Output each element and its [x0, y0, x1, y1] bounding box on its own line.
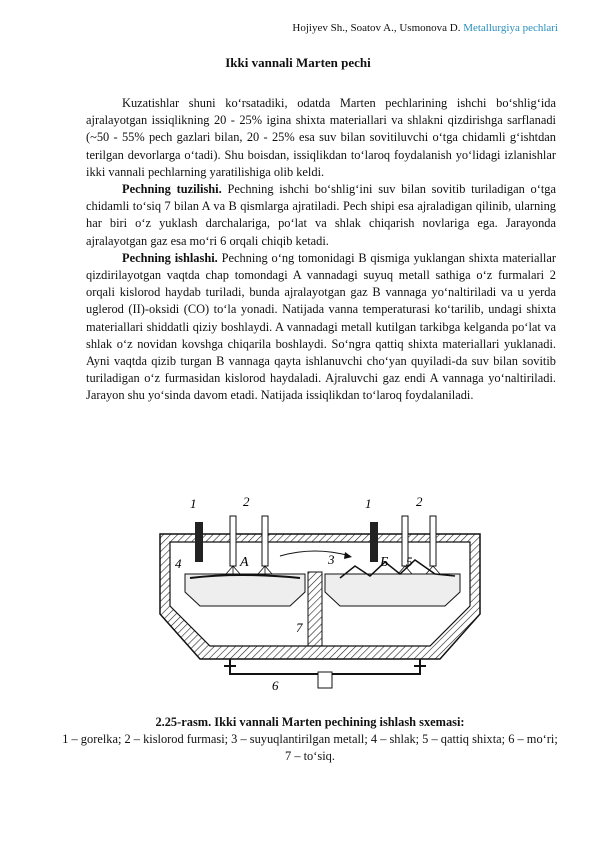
header-authors: Hojiyev Sh., Soatov A., Usmonova D.: [292, 22, 461, 34]
label-a: A: [240, 555, 249, 570]
label-2: 2: [416, 494, 423, 509]
label-3: 3: [328, 552, 335, 567]
label-2: 2: [243, 494, 250, 509]
chimney-connection: [318, 672, 332, 688]
bath-a: [185, 574, 305, 606]
burner-1-left: [195, 522, 203, 562]
label-5: 5: [406, 554, 413, 569]
paragraph-text: Pechning ishchi bo‘shlig‘ini suv bilan sovitib turiladigan o‘tga chidamli to‘siq 7 bilan A va B qismlarga ajratiladi. Pech shipi esa ajraladigan qilinib, ularning har biri o‘z yuklash darchalariga, po‘lat va shlak chiqarish novlariga ega. Jarayonda ajralayotgan gaz esa mo‘ri 6 orqali chiqib ketadi.: [86, 182, 556, 248]
body-text: [86, 95, 556, 405]
paragraph-text: Pechning o‘ng tomonidagi B qismiga yuklangan shixta materiallar qizdirilayotgan vaqtda chap tomondagi A vannadagi suyuq metall sathiga o‘z furmalari 2 orqali kislorod haydab turiladi, bunda ajralayotgan gaz B vannaga yo‘naltiriladi va u yerda uglerod (II)-oksidi (CO) to‘la yonadi. Natijada vanna temperaturasi ko‘tarilib, undagi shixta materiallari shiddatli qiziy boshlaydi. A vannadagi metall kutilgan tarkibga kelganda po‘lat va shlak o‘z novidan kovshga chiqarila boshlaydi. So‘ngra qattiq shixta materiallari yuklanadi. Ayni vaqtda qizib turgan B vannaga qayta ishlanuvchi cho‘yan quyiladi-da suv bilan sovitib turiladigan o‘z furmasidan kislorod haydaladi. Ajraluvchi gaz endi A vannaga yo‘naltiriladi. Jarayon shu yo‘sinda davom etadi. Natijada issiqlikdan to‘laroq foydalaniladi.: [86, 250, 557, 403]
bath-b: [325, 574, 460, 606]
paragraph-intro: [86, 95, 556, 181]
running-header: [292, 22, 558, 34]
paragraph-lead: Pechning ishlashi.: [122, 250, 218, 265]
paragraph-lead: Pechning tuzilishi.: [122, 182, 222, 197]
burner-1-right: [370, 522, 378, 562]
oxygen-lance-2-left: [230, 516, 236, 566]
label-b: Б: [380, 555, 389, 570]
paragraph-structure: [86, 181, 556, 250]
oxygen-lance-2-right-b: [430, 516, 436, 566]
section-title: Ikki vannali Marten pechi: [225, 55, 371, 70]
label-1: 1: [365, 496, 372, 511]
furnace-diagram: [140, 494, 500, 694]
label-4: 4: [175, 556, 182, 571]
paragraph-operation: [86, 250, 556, 405]
label-6: 6: [272, 678, 279, 693]
paragraph-text: Kuzatishlar shuni ko‘rsatadiki, odatda Marten pechlarining ishchi bo‘shlig‘ida ajralayotgan issiqlikning 20 - 25% igina shixta materiallari va shlakni qizdirishga sarflanadi (~50 - 55% pech gazlari bilan, 20 - 25% esa suv bilan sovitiluvchi o‘tga chidamli g‘ishtdan terilgan devorlarga o‘tadi). Shu boisdan, issiqlikdan to‘laroq foydalanish yo‘lidagi izlanishlar ikki vannali pechlarning yaratilishiga olib keldi.: [86, 96, 556, 179]
partition-wall: [308, 572, 322, 646]
figure-caption: [60, 714, 560, 765]
header-book-title: Metallurgiya pechlari: [463, 22, 558, 34]
label-1: 1: [190, 496, 197, 511]
oxygen-lance-2-left-b: [262, 516, 268, 566]
caption-title: 2.25-rasm. Ikki vannali Marten pechining ishlash sxemasi:: [155, 715, 465, 729]
caption-legend: 1 – gorelka; 2 – kislorod furmasi; 3 – suyuqlantirilgan metall; 4 – shlak; 5 – qattiq shixta; 6 – mo‘ri; 7 – to‘siq.: [62, 732, 558, 763]
label-7: 7: [296, 620, 303, 635]
